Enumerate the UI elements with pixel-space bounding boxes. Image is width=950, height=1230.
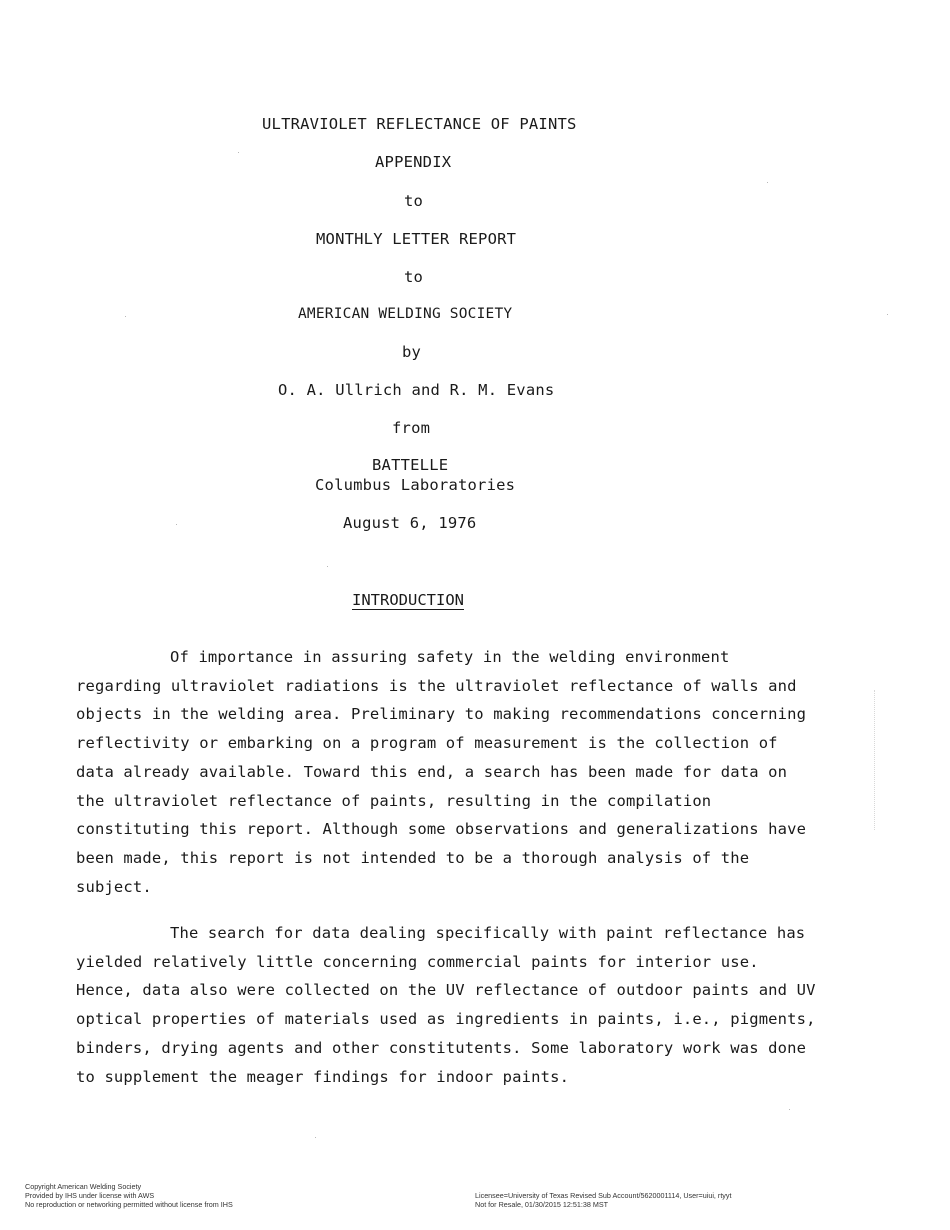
organization-subtitle: Columbus Laboratories	[315, 476, 516, 494]
report-title: ULTRAVIOLET REFLECTANCE OF PAINTS	[262, 115, 577, 133]
report-date: August 6, 1976	[343, 514, 477, 532]
title-to-2: to	[404, 268, 424, 286]
society-name: AMERICAN WELDING SOCIETY	[298, 306, 513, 322]
paragraph-1-text: Of importance in assuring safety in the welding environment regarding ultraviolet radiations is the ultraviolet reflectance of walls and objects in the welding area. Preliminary to making recommendations concerning reflectivity or embarking on a program of measurement is the collection of data already available. Toward this end, a search has been made for data on the ultraviolet reflectance of paints, resulting in the compilation constituting this report. Although some observations and generalizations have been made, this report is not intended to be a thorough analysis of the subject.	[76, 648, 807, 896]
scan-speck	[767, 182, 768, 183]
licensee-line: Licensee=University of Texas Revised Sub Account/5620001114, User=uiui, rtyyt	[475, 1191, 732, 1200]
paragraph-1	[76, 643, 816, 901]
monthly-report-label: MONTHLY LETTER REPORT	[316, 230, 517, 248]
organization-name: BATTELLE	[372, 456, 449, 474]
margin-scan-artifact	[874, 690, 877, 830]
reproduction-notice-line: No reproduction or networking permitted without license from IHS	[25, 1200, 233, 1209]
section-heading: INTRODUCTION	[352, 591, 464, 609]
copyright-line: Copyright American Welding Society	[25, 1182, 142, 1191]
license-footer	[475, 1191, 732, 1209]
provided-by-line: Provided by IHS under license with AWS	[25, 1191, 155, 1200]
scan-speck	[887, 314, 888, 315]
scan-speck	[315, 1137, 316, 1138]
scan-speck	[238, 152, 239, 153]
copyright-footer	[25, 1182, 233, 1209]
resale-line: Not for Resale, 01/30/2015 12:51:38 MST	[475, 1200, 609, 1209]
title-by: by	[402, 343, 422, 361]
scan-speck	[125, 316, 126, 317]
scan-speck	[327, 566, 328, 567]
scan-speck	[789, 1109, 790, 1110]
authors: O. A. Ullrich and R. M. Evans	[278, 381, 555, 399]
paragraph-2-text: The search for data dealing specifically with paint reflectance has yielded relatively little concerning commercial paints for interior use. Hence, data also were collected on the UV reflectance of outdoor paints and UV optical properties of materials used as ingredients in paints, i.e., pigments, binders, drying agents and other constitutents. Some laboratory work was done to supplement the meager findings for indoor paints.	[76, 924, 816, 1086]
title-to-1: to	[404, 192, 424, 210]
scan-speck	[176, 524, 177, 525]
appendix-label: APPENDIX	[375, 153, 452, 171]
title-from: from	[392, 419, 431, 437]
paragraph-2	[76, 919, 816, 1091]
